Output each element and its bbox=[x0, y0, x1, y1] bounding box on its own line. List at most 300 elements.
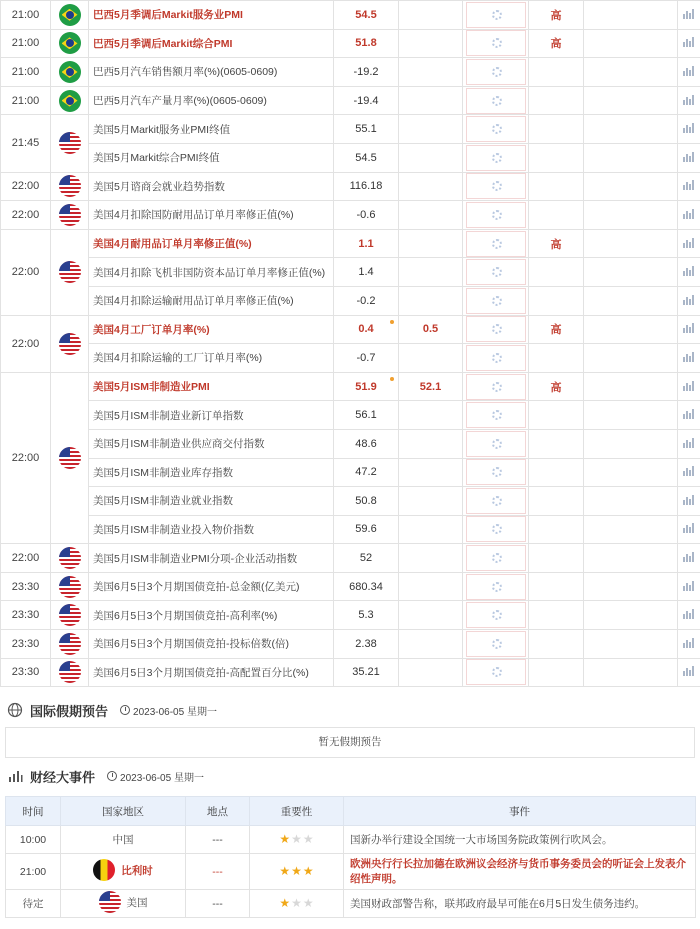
calendar-row bbox=[1, 515, 700, 544]
row-previous bbox=[463, 344, 529, 373]
row-forecast bbox=[399, 344, 463, 373]
row-importance bbox=[529, 487, 584, 516]
row-time: 21:00 bbox=[1, 86, 51, 115]
row-country-flag bbox=[51, 601, 89, 630]
chart-icon[interactable] bbox=[683, 179, 695, 190]
row-event: 美国4月扣除运输耐用品订单月率修正值(%) bbox=[89, 286, 334, 315]
row-value bbox=[334, 172, 399, 201]
row-value-text: -0.6 bbox=[356, 208, 376, 221]
row-forecast bbox=[399, 544, 463, 573]
row-chart[interactable] bbox=[678, 630, 700, 659]
row-previous bbox=[463, 229, 529, 258]
loading-spinner-icon bbox=[492, 410, 502, 420]
row-previous bbox=[463, 172, 529, 201]
row-value bbox=[334, 658, 399, 687]
row-chart[interactable] bbox=[678, 344, 700, 373]
row-country-flag bbox=[51, 172, 89, 201]
calendar-row bbox=[1, 201, 700, 230]
row-event: 美国6月5日3个月期国债竞拍-总金额(亿美元) bbox=[89, 572, 334, 601]
event-location: --- bbox=[186, 826, 250, 854]
row-blank bbox=[584, 601, 678, 630]
calendar-row bbox=[1, 1, 700, 30]
row-country-flag bbox=[51, 1, 89, 30]
star-icon: ★ bbox=[291, 896, 302, 910]
calendar-row bbox=[1, 372, 700, 401]
row-blank bbox=[584, 29, 678, 58]
importance-stars bbox=[279, 897, 313, 909]
loading-spinner-icon bbox=[492, 439, 502, 449]
row-previous bbox=[463, 286, 529, 315]
chart-icon[interactable] bbox=[683, 522, 695, 533]
row-previous bbox=[463, 429, 529, 458]
row-event: 美国4月扣除飞机非国防资本品订单月率修正值(%) bbox=[89, 258, 334, 287]
row-chart[interactable] bbox=[678, 229, 700, 258]
row-chart[interactable] bbox=[678, 544, 700, 573]
row-blank bbox=[584, 258, 678, 287]
row-chart[interactable] bbox=[678, 572, 700, 601]
row-blank bbox=[584, 401, 678, 430]
row-value-text: 51.9 bbox=[355, 380, 377, 393]
row-event: 美国4月工厂订单月率(%) bbox=[89, 315, 334, 344]
chart-icon[interactable] bbox=[683, 437, 695, 448]
row-value bbox=[334, 544, 399, 573]
row-time: 23:30 bbox=[1, 658, 51, 687]
row-chart[interactable] bbox=[678, 372, 700, 401]
row-previous bbox=[463, 258, 529, 287]
loading-spinner-icon bbox=[492, 96, 502, 106]
event-desc: 欧洲央行行长拉加德在欧洲议会经济与货币事务委员会的听证会上发表介绍性声明。 bbox=[344, 854, 696, 890]
row-importance bbox=[529, 172, 584, 201]
row-chart[interactable] bbox=[678, 429, 700, 458]
loading-spinner-icon bbox=[492, 467, 502, 477]
loading-spinner-icon bbox=[492, 267, 502, 277]
row-importance: 高 bbox=[529, 372, 584, 401]
loading-spinner-icon bbox=[492, 296, 502, 306]
row-chart[interactable] bbox=[678, 86, 700, 115]
loading-spinner-icon bbox=[492, 124, 502, 134]
events-title: 财经大事件 bbox=[30, 769, 96, 785]
row-country-flag bbox=[51, 372, 89, 544]
chart-icon[interactable] bbox=[683, 94, 695, 105]
chart-icon[interactable] bbox=[683, 122, 695, 133]
row-event: 美国5月ISM非制造业新订单指数 bbox=[89, 401, 334, 430]
calendar-row bbox=[1, 487, 700, 516]
row-country-flag bbox=[51, 658, 89, 687]
row-forecast bbox=[399, 86, 463, 115]
row-importance: 高 bbox=[529, 229, 584, 258]
chart-icon[interactable] bbox=[683, 208, 695, 219]
row-event: 巴西5月季调后Markit综合PMI bbox=[89, 29, 334, 58]
calendar-row bbox=[1, 172, 700, 201]
star-icon: ★ bbox=[291, 864, 302, 878]
row-forecast bbox=[399, 258, 463, 287]
row-blank bbox=[584, 143, 678, 172]
row-blank bbox=[584, 286, 678, 315]
loading-spinner-icon bbox=[492, 67, 502, 77]
brazil-flag-icon bbox=[59, 4, 81, 26]
chart-icon[interactable] bbox=[683, 65, 695, 76]
row-forecast bbox=[399, 201, 463, 230]
row-importance bbox=[529, 344, 584, 373]
row-value-text: 35.21 bbox=[352, 666, 380, 679]
star-icon: ★ bbox=[279, 864, 291, 878]
loading-spinner-icon bbox=[492, 353, 502, 363]
row-value bbox=[334, 86, 399, 115]
loading-spinner-icon bbox=[492, 553, 502, 563]
row-chart[interactable] bbox=[678, 58, 700, 87]
row-event: 美国5月ISM非制造业供应商交付指数 bbox=[89, 429, 334, 458]
row-previous bbox=[463, 58, 529, 87]
row-importance: 高 bbox=[529, 1, 584, 30]
row-blank bbox=[584, 1, 678, 30]
row-value bbox=[334, 572, 399, 601]
row-forecast bbox=[399, 29, 463, 58]
event-time: 10:00 bbox=[6, 826, 61, 854]
clock-icon bbox=[120, 705, 130, 715]
calendar-row bbox=[1, 86, 700, 115]
calendar-row bbox=[1, 630, 700, 659]
row-chart[interactable] bbox=[678, 458, 700, 487]
row-value-text: 680.34 bbox=[349, 580, 383, 593]
row-chart[interactable] bbox=[678, 258, 700, 287]
row-importance bbox=[529, 572, 584, 601]
chart-icon[interactable] bbox=[683, 322, 695, 333]
star-icon: ★ bbox=[302, 832, 314, 846]
row-value bbox=[334, 258, 399, 287]
row-blank bbox=[584, 544, 678, 573]
calendar-row bbox=[1, 315, 700, 344]
loading-spinner-icon bbox=[492, 324, 502, 334]
loading-spinner-icon bbox=[492, 382, 502, 392]
chart-icon[interactable] bbox=[683, 351, 695, 362]
row-forecast bbox=[399, 458, 463, 487]
row-time: 22:00 bbox=[1, 372, 51, 544]
row-previous bbox=[463, 630, 529, 659]
calendar-row bbox=[1, 601, 700, 630]
calendar-row bbox=[1, 401, 700, 430]
row-blank bbox=[584, 458, 678, 487]
row-value-text: 1.1 bbox=[358, 237, 374, 250]
loading-spinner-icon bbox=[492, 181, 502, 191]
events-header-cell: 时间 bbox=[6, 797, 61, 826]
event-importance bbox=[250, 826, 344, 854]
chart-icon[interactable] bbox=[683, 580, 695, 591]
globe-icon bbox=[6, 701, 24, 719]
chart-icon[interactable] bbox=[683, 237, 695, 248]
row-time: 22:00 bbox=[1, 315, 51, 372]
row-value-text: -0.2 bbox=[356, 294, 376, 307]
us-flag-icon bbox=[59, 132, 81, 154]
row-chart[interactable] bbox=[678, 143, 700, 172]
row-event: 美国6月5日3个月期国债竞拍-高利率(%) bbox=[89, 601, 334, 630]
chart-icon[interactable] bbox=[683, 408, 695, 419]
chart-icon[interactable] bbox=[683, 551, 695, 562]
calendar-row bbox=[1, 115, 700, 144]
row-previous bbox=[463, 601, 529, 630]
row-value bbox=[334, 29, 399, 58]
event-country-name: 比利时 bbox=[121, 864, 153, 877]
row-time: 23:30 bbox=[1, 630, 51, 659]
row-forecast: 52.1 bbox=[399, 372, 463, 401]
row-chart[interactable] bbox=[678, 315, 700, 344]
row-event: 巴西5月汽车产量月率(%)(0605-0609) bbox=[89, 86, 334, 115]
row-previous bbox=[463, 372, 529, 401]
loading-spinner-icon bbox=[492, 210, 502, 220]
row-previous bbox=[463, 1, 529, 30]
event-importance bbox=[250, 854, 344, 890]
star-icon: ★ bbox=[291, 832, 302, 846]
row-country-flag bbox=[51, 544, 89, 573]
loading-spinner-icon bbox=[492, 524, 502, 534]
event-time: 21:00 bbox=[6, 854, 61, 890]
row-chart[interactable] bbox=[678, 286, 700, 315]
event-row bbox=[6, 854, 696, 890]
row-value-text: -19.2 bbox=[353, 65, 379, 78]
chart-icon[interactable] bbox=[683, 465, 695, 476]
row-forecast bbox=[399, 401, 463, 430]
row-value-text: -0.7 bbox=[356, 351, 376, 364]
row-chart[interactable] bbox=[678, 115, 700, 144]
row-value-text: 56.1 bbox=[355, 409, 377, 422]
loading-spinner-icon bbox=[492, 10, 502, 20]
loading-spinner-icon bbox=[492, 667, 502, 677]
event-importance bbox=[250, 890, 344, 918]
event-country-name: 中国 bbox=[112, 834, 134, 846]
row-country-flag bbox=[51, 229, 89, 315]
calendar-row bbox=[1, 544, 700, 573]
row-blank bbox=[584, 572, 678, 601]
row-previous bbox=[463, 544, 529, 573]
row-blank bbox=[584, 630, 678, 659]
chart-icon[interactable] bbox=[683, 380, 695, 391]
calendar-row bbox=[1, 286, 700, 315]
calendar-row bbox=[1, 58, 700, 87]
row-forecast bbox=[399, 630, 463, 659]
chart-icon[interactable] bbox=[683, 608, 695, 619]
row-country-flag bbox=[51, 115, 89, 172]
row-time: 22:00 bbox=[1, 544, 51, 573]
row-chart[interactable] bbox=[678, 1, 700, 30]
row-event: 美国6月5日3个月期国债竞拍-投标倍数(倍) bbox=[89, 630, 334, 659]
importance-stars bbox=[279, 865, 313, 877]
row-value-text: 116.18 bbox=[349, 180, 383, 193]
row-time: 23:30 bbox=[1, 601, 51, 630]
brazil-flag-icon bbox=[59, 90, 81, 112]
row-blank bbox=[584, 344, 678, 373]
loading-spinner-icon bbox=[492, 38, 502, 48]
chart-icon[interactable] bbox=[683, 637, 695, 648]
row-importance bbox=[529, 544, 584, 573]
event-time: 待定 bbox=[6, 890, 61, 918]
row-forecast bbox=[399, 429, 463, 458]
row-chart[interactable] bbox=[678, 29, 700, 58]
row-time: 22:00 bbox=[1, 229, 51, 315]
row-chart[interactable] bbox=[678, 487, 700, 516]
row-value bbox=[334, 115, 399, 144]
loading-spinner-icon bbox=[492, 582, 502, 592]
row-importance bbox=[529, 143, 584, 172]
row-previous bbox=[463, 658, 529, 687]
events-header-cell: 事件 bbox=[344, 797, 696, 826]
row-value-text: -19.4 bbox=[353, 94, 379, 107]
row-country-flag bbox=[51, 315, 89, 372]
row-forecast bbox=[399, 601, 463, 630]
us-flag-icon bbox=[59, 204, 81, 226]
chart-icon[interactable] bbox=[683, 8, 695, 19]
row-chart[interactable] bbox=[678, 515, 700, 544]
row-value-text: 59.6 bbox=[355, 523, 377, 536]
us-flag-icon bbox=[59, 633, 81, 655]
chart-icon[interactable] bbox=[683, 294, 695, 305]
event-country bbox=[61, 854, 186, 890]
clock-icon bbox=[107, 771, 117, 781]
row-blank bbox=[584, 429, 678, 458]
row-value bbox=[334, 372, 399, 401]
row-value-text: 0.4 bbox=[358, 323, 374, 336]
chart-icon[interactable] bbox=[683, 265, 695, 276]
row-value bbox=[334, 315, 399, 344]
row-importance bbox=[529, 401, 584, 430]
row-country-flag bbox=[51, 29, 89, 58]
row-forecast bbox=[399, 143, 463, 172]
row-forecast bbox=[399, 658, 463, 687]
row-chart[interactable] bbox=[678, 401, 700, 430]
row-event: 美国5月ISM非制造业PMI分项-企业活动指数 bbox=[89, 544, 334, 573]
row-event: 美国5月ISM非制造业就业指数 bbox=[89, 487, 334, 516]
row-importance bbox=[529, 201, 584, 230]
row-time: 23:30 bbox=[1, 572, 51, 601]
row-event: 美国4月扣除运输的工厂订单月率(%) bbox=[89, 344, 334, 373]
brazil-flag-icon bbox=[59, 32, 81, 54]
events-header-cell: 国家地区 bbox=[61, 797, 186, 826]
row-blank bbox=[584, 86, 678, 115]
row-time: 21:45 bbox=[1, 115, 51, 172]
row-value bbox=[334, 1, 399, 30]
row-chart[interactable] bbox=[678, 172, 700, 201]
us-flag-icon bbox=[59, 447, 81, 469]
row-value bbox=[334, 487, 399, 516]
row-time: 22:00 bbox=[1, 172, 51, 201]
row-forecast bbox=[399, 515, 463, 544]
row-country-flag bbox=[51, 630, 89, 659]
row-value bbox=[334, 229, 399, 258]
calendar-row bbox=[1, 229, 700, 258]
holiday-section-header bbox=[0, 696, 700, 724]
row-blank bbox=[584, 372, 678, 401]
row-chart[interactable] bbox=[678, 601, 700, 630]
chart-icon[interactable] bbox=[683, 665, 695, 676]
row-value-text: 54.5 bbox=[355, 8, 377, 21]
chart-icon[interactable] bbox=[683, 494, 695, 505]
row-previous bbox=[463, 572, 529, 601]
row-blank bbox=[584, 229, 678, 258]
calendar-row bbox=[1, 572, 700, 601]
row-forecast bbox=[399, 286, 463, 315]
event-country bbox=[61, 826, 186, 854]
belgium-flag-icon bbox=[93, 859, 115, 881]
row-importance bbox=[529, 515, 584, 544]
loading-spinner-icon bbox=[492, 153, 502, 163]
row-previous bbox=[463, 401, 529, 430]
revision-dot-icon bbox=[390, 377, 394, 381]
row-blank bbox=[584, 58, 678, 87]
loading-spinner-icon bbox=[492, 496, 502, 506]
row-forecast bbox=[399, 115, 463, 144]
row-previous bbox=[463, 515, 529, 544]
row-forecast bbox=[399, 1, 463, 30]
row-country-flag bbox=[51, 572, 89, 601]
loading-spinner-icon bbox=[492, 610, 502, 620]
row-value bbox=[334, 143, 399, 172]
row-blank bbox=[584, 201, 678, 230]
row-time: 21:00 bbox=[1, 1, 51, 30]
brazil-flag-icon bbox=[59, 61, 81, 83]
row-blank bbox=[584, 658, 678, 687]
row-previous bbox=[463, 315, 529, 344]
events-date-text: 2023-06-05 星期一 bbox=[120, 772, 204, 784]
events-header-cell: 地点 bbox=[186, 797, 250, 826]
calendar-row bbox=[1, 344, 700, 373]
row-value bbox=[334, 515, 399, 544]
row-value-text: 52 bbox=[359, 552, 373, 565]
row-value bbox=[334, 286, 399, 315]
event-row bbox=[6, 890, 696, 918]
row-previous bbox=[463, 143, 529, 172]
row-value-text: 50.8 bbox=[355, 494, 377, 507]
row-time: 22:00 bbox=[1, 201, 51, 230]
row-event: 美国5月ISM非制造业投入物价指数 bbox=[89, 515, 334, 544]
row-value-text: 55.1 bbox=[355, 123, 377, 136]
row-value-text: 51.8 bbox=[355, 37, 377, 50]
row-chart[interactable] bbox=[678, 201, 700, 230]
row-importance bbox=[529, 286, 584, 315]
event-desc: 国新办举行建设全国统一大市场国务院政策例行吹风会。 bbox=[344, 826, 696, 854]
calendar-row bbox=[1, 29, 700, 58]
events-date bbox=[107, 769, 204, 784]
event-country bbox=[61, 890, 186, 918]
row-previous bbox=[463, 29, 529, 58]
row-country-flag bbox=[51, 58, 89, 87]
row-event: 美国5月Markit服务业PMI终值 bbox=[89, 115, 334, 144]
us-flag-icon bbox=[59, 576, 81, 598]
calendar-row bbox=[1, 658, 700, 687]
row-event: 巴西5月季调后Markit服务业PMI bbox=[89, 1, 334, 30]
row-time: 21:00 bbox=[1, 29, 51, 58]
us-flag-icon bbox=[59, 333, 81, 355]
us-flag-icon bbox=[99, 891, 121, 913]
row-value-text: 48.6 bbox=[355, 437, 377, 450]
row-event: 美国4月扣除国防耐用品订单月率修正值(%) bbox=[89, 201, 334, 230]
row-value-text: 54.5 bbox=[355, 151, 377, 164]
row-importance bbox=[529, 630, 584, 659]
holiday-title: 国际假期预告 bbox=[30, 703, 109, 719]
calendar-row bbox=[1, 458, 700, 487]
events-table bbox=[5, 796, 696, 918]
row-chart[interactable] bbox=[678, 658, 700, 687]
row-importance bbox=[529, 601, 584, 630]
us-flag-icon bbox=[59, 175, 81, 197]
row-importance bbox=[529, 429, 584, 458]
row-country-flag bbox=[51, 86, 89, 115]
chart-icon[interactable] bbox=[683, 151, 695, 162]
row-forecast bbox=[399, 58, 463, 87]
us-flag-icon bbox=[59, 661, 81, 683]
loading-spinner-icon bbox=[492, 239, 502, 249]
row-previous bbox=[463, 201, 529, 230]
chart-icon[interactable] bbox=[683, 36, 695, 47]
us-flag-icon bbox=[59, 547, 81, 569]
loading-spinner-icon bbox=[492, 639, 502, 649]
